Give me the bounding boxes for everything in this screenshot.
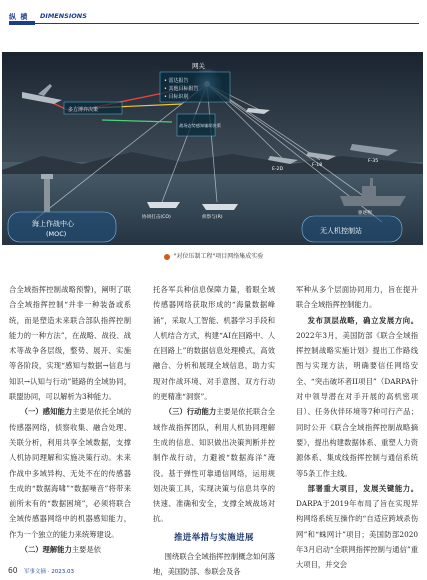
c1-paragraph-2-body: 主要是依托全域的传感器网络，侦察收集、融合处理、关联分析，利用共享全域数据，支撑人机协同理解和实施决策行动。未来作战中多域异构、无处不在的传感器生成的“数据海啸”“数据噪音”将带来前所未有的“数据困境”，必须将联合全域传感器网络中的机器感知能力，作为一个独立的能力来统筹建设。 <box>9 407 131 539</box>
column-3 <box>296 282 418 573</box>
center-node-label: 战场态势感知辅助决策 <box>179 123 221 128</box>
caption-text: "对位压制工程"项目网络集成实验 <box>173 253 264 260</box>
c3-subhead-strategy: 发布顶层战略，确立发展方向。 <box>307 315 418 325</box>
c1-paragraph-3-body: 主要是依 <box>71 545 101 555</box>
c1-subhead-understanding: （二）理解能力 <box>20 545 72 555</box>
section-name: DIMENSIONS <box>40 12 87 20</box>
c2-paragraph-3: 围绕联合全域指挥控制概念如何落地，美国防部、参联会及各 <box>153 552 275 577</box>
c1-paragraph-2 <box>9 404 131 542</box>
c3-subhead-projects: 部署重大项目，发展关键能力。 <box>307 483 418 493</box>
legend-target-report: • 其他目标报告 <box>164 86 199 92</box>
ship-label: 驱逐舰 <box>358 211 372 216</box>
c1-paragraph-3 <box>9 542 131 557</box>
c3-paragraph-1: 军种从多个层面协同用力，旨在提升联合全域指挥控制能力。 <box>296 285 418 310</box>
c2-paragraph-2-body: 主要是依托联合全域作战指挥团队，利用人机协同理解生成的信息、知识做出决策判断并控制作战行动，力避被“数据海洋”淹没。基于弹性可靠通信网络，运用规划决策工具，实现决策与信息共享的快速、准确和安全，支撑全域战场对抗。 <box>153 407 275 524</box>
publication-info: 军事文摘 · 2023.03 <box>24 569 74 575</box>
jet3-label: F-35 <box>368 159 379 164</box>
c1-paragraph-1: 合全域指挥控制战略预警)，阐明了联合全域指挥控制“并非一种装备或系统，而是塑造未来联合部队指挥控制能力的一种方法”，在战略、战役、战术等战争各层级，整势、展开、实施等各阶段，实现“感知与数据→信息与知识→认知与行动”链路的全域协同，联盟协同，可以解析为3种能力。 <box>9 285 131 402</box>
c2-paragraph-2 <box>153 404 275 526</box>
caption-marker-icon <box>164 254 170 260</box>
c3-paragraph-2-body: 2022年3月，美国防部《联合全域指挥控制战略实施计划》提出工作路线图与实现方法，明确要信任网络安全、“突击破坏者II项目”（DARPA针对中领导潜在对手开展的高机密项目）、任务伙伴环境等7种可行产品；同时公开《联合全域指挥控制战略摘要》，提出构建数据体系、重塑人力资源体系、集成线指挥控制与通信系统等5条工作主线。 <box>296 330 418 478</box>
section-heading: 推进举措与实施进展 <box>174 531 254 542</box>
header-rule <box>9 23 419 24</box>
jet2-label: F-18 <box>312 163 323 168</box>
legend-radar: • 雷达报告 <box>164 78 189 84</box>
gateway-label: 网关 <box>192 62 205 70</box>
c2-paragraph-1: 托各军兵种信息保障力量，着眼全域传感器网络获取形成的“海量数据峰涌”，采取人工智能、机器学习手段和人机结合方式，构建“AI在回路中、人在回路上”的数据信息处理模式，高效融合、分析和展现全域信息，助力实现对作战环境、对手意图、双方行动的更精准“洞察”。 <box>153 285 275 402</box>
usv1-label: 协同打击(CO) <box>142 215 171 220</box>
column-1 <box>9 282 131 557</box>
figure-caption <box>0 251 427 260</box>
page-footer <box>0 563 427 579</box>
page-number: 60 <box>8 566 18 575</box>
moc-label: 海上作战中心 <box>32 220 74 228</box>
section-tag: 纵 横 <box>9 13 29 21</box>
c2-subhead-action: （三）行动能力 <box>164 407 217 417</box>
page-header <box>0 0 427 40</box>
legend-target-id: • 目标识别 <box>164 94 189 100</box>
c3-paragraph-3-body: DARPA于2019年布局了旨在实现异构网络系统互操作的“自适应跨域杀伤网”和“蛛网计”项目；美国防部2020年3月启动“全联网指挥控制与通信”重大项目，并交会 <box>296 499 418 570</box>
jet1-label: E-2D <box>272 167 284 172</box>
left-node-label: 多方博弈决策 <box>68 107 99 113</box>
network-integration-figure <box>2 52 423 245</box>
c3-paragraph-2 <box>296 313 418 481</box>
uav-control-label: 无人机控制站 <box>320 227 362 235</box>
c1-subhead-perception: （一）感知能力 <box>20 407 73 417</box>
figure-illustration <box>2 52 423 245</box>
usv2-label: 侦察与(R) <box>202 215 223 220</box>
column-2 <box>153 282 275 580</box>
moc-abbrev: (MOC) <box>46 230 67 238</box>
c3-paragraph-3 <box>296 481 418 573</box>
